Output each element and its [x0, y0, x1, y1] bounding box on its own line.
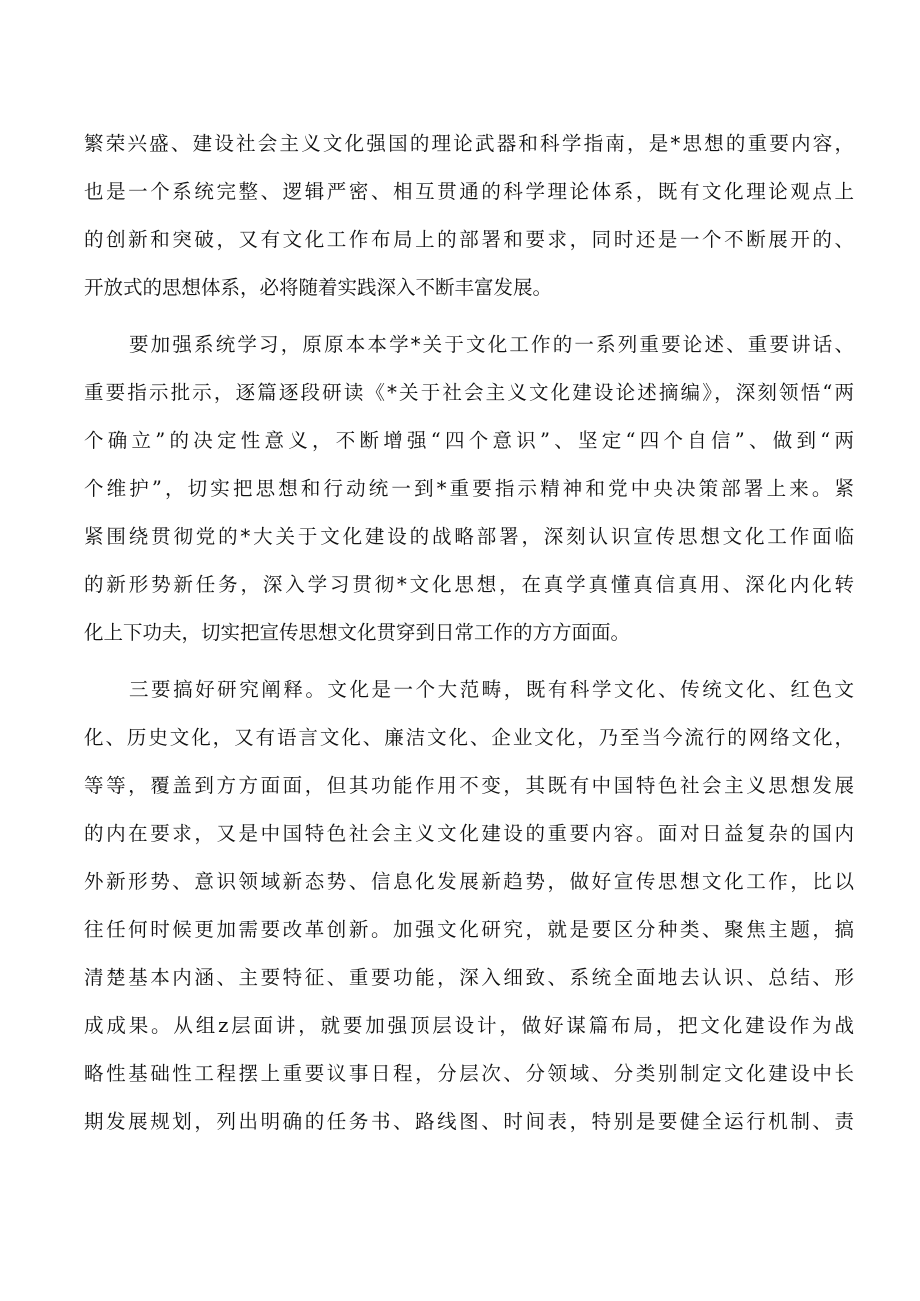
- p3-line-9: 略性基础性工程摆上重要议事日程，分层次、分领域、分类别制定文化建设中长: [84, 1062, 854, 1085]
- p2-line-1: 要加强系统学习，原原本本学*关于文化工作的一系列重要论述、重要讲话、: [129, 333, 854, 356]
- p3-line-6: 往任何时候更加需要改革创新。加强文化研究，就是要区分种类、聚焦主题，搞: [84, 918, 854, 941]
- p3-line-4: 的内在要求，又是中国特色社会主义文化建设的重要内容。面对日益复杂的国内: [84, 822, 854, 845]
- p3-line-5: 外新形势、意识领域新态势、信息化发展新趋势，做好宣传思想文化工作，比以: [84, 870, 854, 893]
- p3-line-8: 成成果。从组z层面讲，就要加强顶层设计，做好谋篇布局，把文化建设作为战: [84, 1014, 854, 1037]
- p1-line-1: 繁荣兴盛、建设社会主义文化强国的理论武器和科学指南，是*思想的重要内容，: [84, 132, 854, 155]
- p2-line-5: 紧围绕贯彻党的*大关于文化建设的战略部署，深刻认识宣传思想文化工作面临: [84, 525, 854, 548]
- p2-line-3: 个确立”的决定性意义，不断增强“四个意识”、坚定“四个自信”、做到“两: [84, 429, 854, 452]
- p1-line-2: 也是一个系统完整、逻辑严密、相互贯通的科学理论体系，既有文化理论观点上: [84, 180, 854, 203]
- p3-line-2: 化、历史文化，又有语言文化、廉洁文化、企业文化，乃至当今流行的网络文化，: [84, 726, 854, 749]
- p3-line-7: 清楚基本内涵、主要特征、重要功能，深入细致、系统全面地去认识、总结、形: [84, 966, 854, 989]
- p3-line-3: 等等，覆盖到方方面面，但其功能作用不变，其既有中国特色社会主义思想发展: [84, 774, 854, 797]
- p1-line-4: 开放式的思想体系，必将随着实践深入不断丰富发展。: [84, 276, 553, 299]
- p3-line-10: 期发展规划，列出明确的任务书、路线图、时间表，特别是要健全运行机制、责: [84, 1110, 854, 1133]
- p3-line-1: 三要搞好研究阐释。文化是一个大范畴，既有科学文化、传统文化、红色文: [129, 678, 854, 701]
- p1-line-3: 的创新和突破，又有文化工作布局上的部署和要求，同时还是一个不断展开的、: [84, 228, 854, 251]
- p2-line-7: 化上下功夫，切实把宣传思想文化贯穿到日常工作的方方面面。: [84, 621, 631, 644]
- p2-line-6: 的新形势新任务，深入学习贯彻*文化思想，在真学真懂真信真用、深化内化转: [84, 573, 854, 596]
- p2-line-4: 个维护”，切实把思想和行动统一到*重要指示精神和党中央决策部署上来。紧: [84, 477, 854, 500]
- p2-line-2: 重要指示批示，逐篇逐段研读《*关于社会主义文化建设论述摘编》，深刻领悟“两: [84, 381, 854, 404]
